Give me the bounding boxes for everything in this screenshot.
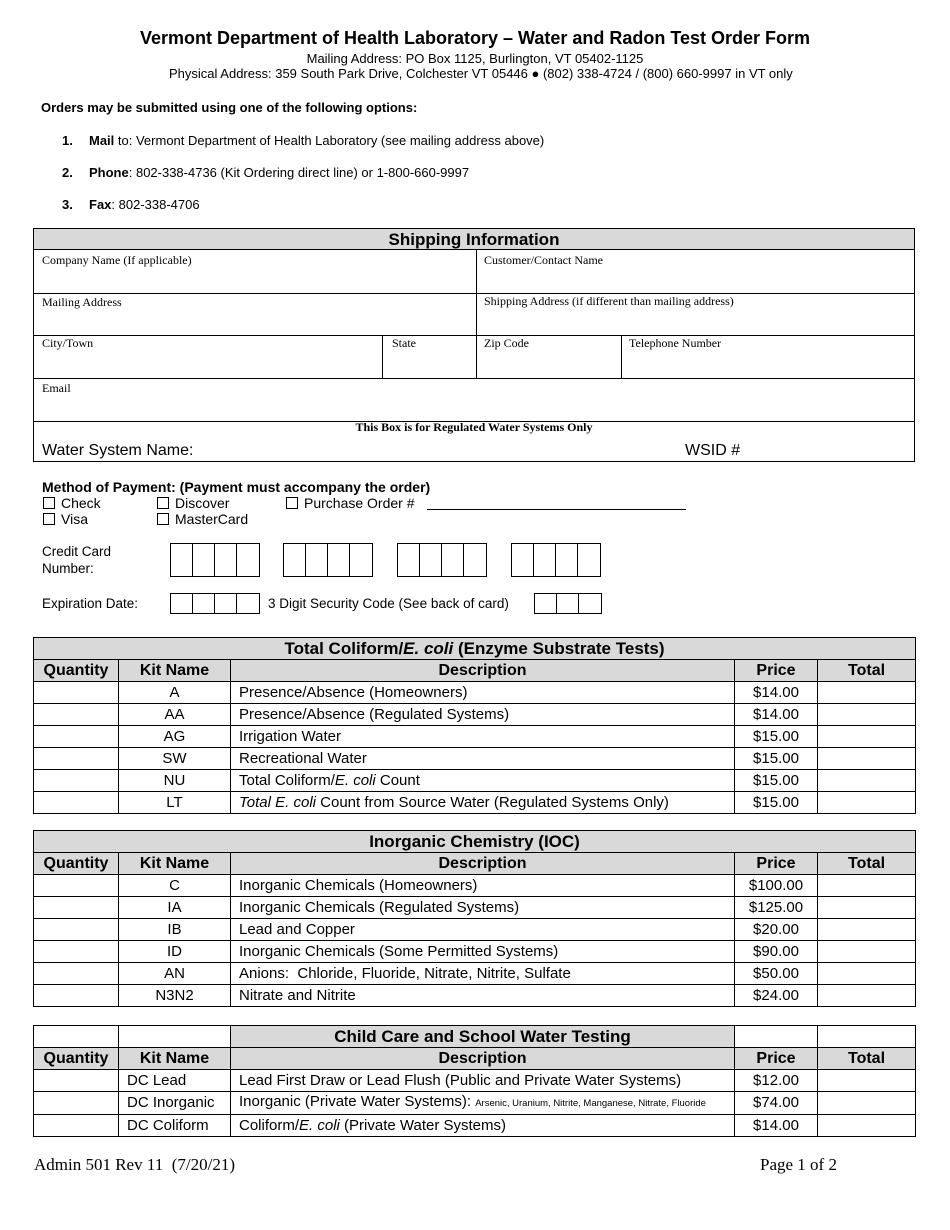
kit-description: Lead and Copper — [231, 919, 735, 941]
company-name-field[interactable]: Company Name (If applicable) — [42, 253, 192, 267]
total-input[interactable] — [818, 963, 916, 985]
total-input[interactable] — [818, 748, 916, 770]
table-row — [34, 792, 916, 814]
kit-description: Irrigation Water — [231, 726, 735, 748]
regulated-systems-box-title: This Box is for Regulated Water Systems Only — [355, 420, 593, 434]
kit-description: Recreational Water — [231, 748, 735, 770]
total-input[interactable] — [818, 919, 916, 941]
kit-name: AA — [119, 704, 231, 726]
table-row — [34, 875, 916, 897]
shipping-information-box — [33, 228, 915, 462]
cc-digits-group-3[interactable] — [397, 543, 487, 577]
table-row — [34, 1070, 916, 1092]
kit-name: LT — [119, 792, 231, 814]
total-input[interactable] — [818, 897, 916, 919]
checkbox-icon[interactable] — [43, 513, 55, 525]
credit-card-number-label — [42, 543, 111, 577]
table-row — [34, 985, 916, 1007]
kit-name: AN — [119, 963, 231, 985]
cc-digits-group-2[interactable] — [283, 543, 373, 577]
table-row — [34, 897, 916, 919]
expiration-date-field[interactable] — [170, 593, 260, 614]
kit-name-header: Kit Name — [119, 1048, 231, 1070]
option-text: : 802-338-4736 (Kit Ordering direct line) or 1-800-660-9997 — [128, 165, 470, 180]
kit-price: $125.00 — [735, 897, 818, 919]
price-header: Price — [735, 853, 818, 875]
quantity-input[interactable] — [34, 1070, 119, 1092]
expiration-date-label: Expiration Date: — [42, 596, 139, 611]
quantity-input[interactable] — [34, 792, 119, 814]
coliform-table-title: Total Coliform/E. coli (Enzyme Substrate Tests) — [34, 638, 916, 660]
quantity-input[interactable] — [34, 985, 119, 1007]
kit-price: $24.00 — [735, 985, 818, 1007]
orders-intro: Orders may be submitted using one of the following options: — [41, 100, 418, 115]
kit-name: DC Inorganic — [119, 1092, 231, 1115]
table-row — [34, 682, 916, 704]
kit-name-header: Kit Name — [119, 853, 231, 875]
quantity-header: Quantity — [34, 1048, 119, 1070]
visa-label: Visa — [61, 511, 88, 527]
mailing-address-line: Mailing Address: PO Box 1125, Burlington, VT 05402-1125 — [306, 51, 644, 66]
total-input[interactable] — [818, 792, 916, 814]
kit-description: Total Coliform/E. coli Count — [231, 770, 735, 792]
kit-description: Anions: Chloride, Fluoride, Nitrate, Nitrite, Sulfate — [231, 963, 735, 985]
cc-label-line1: Credit Card — [42, 544, 112, 559]
table-row — [34, 770, 916, 792]
total-input[interactable] — [818, 985, 916, 1007]
table-row — [34, 748, 916, 770]
purchase-order-number-field[interactable] — [427, 509, 686, 510]
discover-option[interactable] — [157, 495, 229, 511]
kit-name: IA — [119, 897, 231, 919]
shipping-information-title: Shipping Information — [34, 229, 914, 250]
total-input[interactable] — [818, 726, 916, 748]
kit-name: IB — [119, 919, 231, 941]
kit-price: $12.00 — [735, 1070, 818, 1092]
kit-name: ID — [119, 941, 231, 963]
kit-name-header: Kit Name — [119, 660, 231, 682]
kit-description: Inorganic (Private Water Systems): Arsenic, Uranium, Nitrite, Manganese, Nitrate, Fluoride — [231, 1092, 735, 1115]
total-input[interactable] — [818, 682, 916, 704]
option-number: 2. — [62, 165, 73, 180]
coliform-table — [33, 637, 916, 814]
checkbox-icon[interactable] — [43, 497, 55, 509]
table-row — [34, 704, 916, 726]
ioc-table — [33, 830, 916, 1007]
check-label: Check — [61, 495, 101, 511]
kit-description: Presence/Absence (Regulated Systems) — [231, 704, 735, 726]
kit-name: SW — [119, 748, 231, 770]
payment-method-title: Method of Payment: (Payment must accompany the order) — [42, 479, 431, 495]
kit-price: $74.00 — [735, 1092, 818, 1115]
quantity-input[interactable] — [34, 704, 119, 726]
contact-name-field[interactable]: Customer/Contact Name — [484, 253, 603, 267]
checkbox-icon[interactable] — [157, 513, 169, 525]
kit-name: DC Coliform — [119, 1115, 231, 1137]
table-row — [34, 919, 916, 941]
option-text: : 802-338-4706 — [111, 197, 200, 212]
quantity-input[interactable] — [34, 1115, 119, 1137]
quantity-input[interactable] — [34, 748, 119, 770]
table-row — [34, 1092, 916, 1115]
total-input[interactable] — [818, 1092, 916, 1115]
childcare-table-title: Child Care and School Water Testing — [231, 1026, 735, 1048]
kit-name: N3N2 — [119, 985, 231, 1007]
kit-price: $50.00 — [735, 963, 818, 985]
physical-address-line: Physical Address: 359 South Park Drive, Colchester VT 05446 ● (802) 338-4724 / (800) 660-9997 in VT only — [169, 66, 793, 81]
option-label: Phone — [89, 165, 129, 180]
cc-digits-group-1[interactable] — [170, 543, 260, 577]
purchase-order-label: Purchase Order # — [304, 495, 415, 511]
option-number: 1. — [62, 133, 73, 148]
table-row — [34, 941, 916, 963]
kit-price: $15.00 — [735, 770, 818, 792]
description-header: Description — [231, 660, 735, 682]
kit-name: A — [119, 682, 231, 704]
kit-price: $15.00 — [735, 792, 818, 814]
checkbox-icon[interactable] — [286, 497, 298, 509]
table-row — [34, 1115, 916, 1137]
kit-description: Nitrate and Nitrite — [231, 985, 735, 1007]
page-number: Page 1 of 2 — [760, 1155, 837, 1174]
water-system-name-field[interactable]: Water System Name: — [42, 442, 194, 459]
checkbox-icon[interactable] — [157, 497, 169, 509]
quantity-input[interactable] — [34, 963, 119, 985]
quantity-header: Quantity — [34, 660, 119, 682]
quantity-input[interactable] — [34, 875, 119, 897]
option-number: 3. — [62, 197, 73, 212]
kit-name: DC Lead — [119, 1070, 231, 1092]
description-header: Description — [231, 1048, 735, 1070]
cc-digits-group-4[interactable] — [511, 543, 601, 577]
quantity-input[interactable] — [34, 1092, 119, 1115]
cc-label-line2: Number: — [42, 561, 94, 576]
kit-description: Inorganic Chemicals (Regulated Systems) — [231, 897, 735, 919]
quantity-header: Quantity — [34, 853, 119, 875]
order-option-fax — [62, 197, 200, 212]
order-option-phone — [62, 165, 469, 180]
check-option[interactable] — [43, 495, 101, 511]
table-row — [34, 726, 916, 748]
discover-label: Discover — [175, 495, 230, 511]
kit-description: Total E. coli Count from Source Water (Regulated Systems Only) — [231, 792, 735, 814]
email-field[interactable]: Email — [42, 381, 71, 395]
kit-price: $14.00 — [735, 704, 818, 726]
option-label: Mail — [89, 133, 115, 148]
zip-field[interactable]: Zip Code — [484, 336, 529, 350]
mastercard-option[interactable] — [157, 511, 248, 527]
option-text: to: Vermont Department of Health Laboratory (see mailing address above) — [114, 133, 545, 148]
table-row — [34, 963, 916, 985]
kit-price: $20.00 — [735, 919, 818, 941]
kit-description: Coliform/E. coli (Private Water Systems) — [231, 1115, 735, 1137]
kit-price: $15.00 — [735, 726, 818, 748]
shipping-address-field[interactable]: Shipping Address (if different than mailing address) — [484, 294, 734, 308]
quantity-input[interactable] — [34, 919, 119, 941]
kit-description: Lead First Draw or Lead Flush (Public and Private Water Systems) — [231, 1070, 735, 1092]
total-input[interactable] — [818, 1115, 916, 1137]
total-header: Total — [818, 853, 916, 875]
kit-name: C — [119, 875, 231, 897]
price-header: Price — [735, 1048, 818, 1070]
quantity-input[interactable] — [34, 897, 119, 919]
state-field[interactable]: State — [392, 336, 416, 350]
kit-price: $100.00 — [735, 875, 818, 897]
visa-option[interactable] — [43, 511, 88, 527]
kit-price: $14.00 — [735, 1115, 818, 1137]
quantity-input[interactable] — [34, 726, 119, 748]
total-input[interactable] — [818, 875, 916, 897]
security-code-label: 3 Digit Security Code (See back of card) — [268, 596, 509, 611]
total-header: Total — [818, 660, 916, 682]
kit-description: Presence/Absence (Homeowners) — [231, 682, 735, 704]
kit-name: AG — [119, 726, 231, 748]
kit-name: NU — [119, 770, 231, 792]
form-title: Vermont Department of Health Laboratory – Water and Radon Test Order Form — [139, 28, 811, 48]
total-input[interactable] — [818, 770, 916, 792]
mastercard-label: MasterCard — [175, 511, 249, 527]
form-id: Admin 501 Rev 11 (7/20/21) — [34, 1155, 235, 1174]
security-code-field[interactable] — [534, 593, 602, 614]
total-input[interactable] — [818, 704, 916, 726]
kit-price: $90.00 — [735, 941, 818, 963]
city-field[interactable]: City/Town — [42, 336, 94, 350]
total-input[interactable] — [818, 1070, 916, 1092]
ioc-table-title: Inorganic Chemistry (IOC) — [34, 831, 916, 853]
quantity-input[interactable] — [34, 770, 119, 792]
quantity-input[interactable] — [34, 682, 119, 704]
purchase-order-option[interactable] — [286, 495, 415, 511]
kit-price: $14.00 — [735, 682, 818, 704]
order-option-mail — [62, 133, 544, 148]
wsid-field[interactable]: WSID # — [685, 442, 741, 459]
kit-price: $15.00 — [735, 748, 818, 770]
option-label: Fax — [89, 197, 112, 212]
kit-description: Inorganic Chemicals (Some Permitted Systems) — [231, 941, 735, 963]
total-header: Total — [818, 1048, 916, 1070]
mailing-address-field[interactable]: Mailing Address — [42, 295, 122, 309]
total-input[interactable] — [818, 941, 916, 963]
quantity-input[interactable] — [34, 941, 119, 963]
price-header: Price — [735, 660, 818, 682]
childcare-table — [33, 1025, 916, 1137]
description-header: Description — [231, 853, 735, 875]
kit-description: Inorganic Chemicals (Homeowners) — [231, 875, 735, 897]
telephone-field[interactable]: Telephone Number — [629, 336, 722, 350]
